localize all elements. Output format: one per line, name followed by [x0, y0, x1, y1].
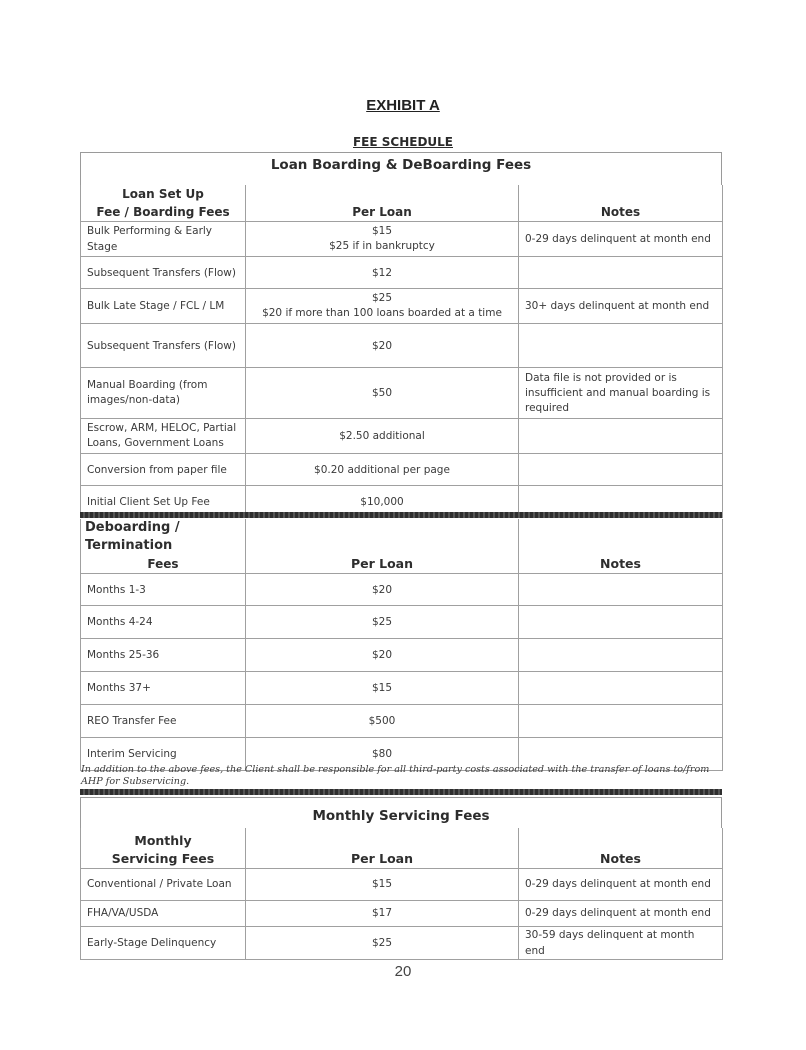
deboarding-col-fee-header: [81, 519, 246, 574]
per-loan-cell: $15: [246, 672, 519, 705]
notes-cell: [519, 454, 723, 486]
fee-cell: Interim Servicing: [81, 738, 246, 771]
fee-cell: Months 25-36: [81, 639, 246, 672]
fee-cell: Conventional / Private Loan: [81, 868, 246, 900]
deboarding-col-fee-header-line2: Fees: [147, 557, 179, 571]
notes-cell: [519, 419, 723, 454]
notes-cell: [519, 574, 723, 606]
notes-cell: [519, 705, 723, 738]
table-row: [81, 454, 723, 486]
deboarding-col-perloan-header: Per Loan: [246, 519, 519, 574]
per-loan-cell: $15: [246, 868, 519, 900]
table-row: [81, 705, 723, 738]
monthly-servicing-table: [80, 797, 722, 960]
fee-cell: Months 1-3: [81, 574, 246, 606]
monthly-col-fee-header-line2: Servicing Fees: [111, 850, 215, 866]
notes-cell: Data file is not provided or is insufficient and manual boarding is required: [519, 368, 723, 419]
per-loan-cell: $17: [246, 900, 519, 926]
per-loan-cell: $50: [246, 368, 519, 419]
fee-cell: Escrow, ARM, HELOC, Partial Loans, Government Loans: [81, 419, 246, 454]
deboarding-footnote: In addition to the above fees, the Client shall be responsible for all third-party costs associated with the transfer of loans to/from AHP for Subservicing.: [81, 764, 710, 787]
per-loan-cell: $20: [246, 574, 519, 606]
monthly-col-notes-header: Notes: [519, 828, 723, 868]
notes-cell: [519, 324, 723, 368]
fee-cell: Early-Stage Delinquency: [81, 926, 246, 959]
notes-cell: 0-29 days delinquent at month end: [519, 222, 723, 257]
fee-cell: FHA/VA/USDA: [81, 900, 246, 926]
table-row: [81, 639, 723, 672]
monthly-table-title: Monthly Servicing Fees: [80, 797, 722, 828]
notes-cell: [519, 639, 723, 672]
per-loan-cell: $20: [246, 639, 519, 672]
notes-cell: [519, 606, 723, 639]
fee-cell: Subsequent Transfers (Flow): [81, 257, 246, 289]
table-row: [81, 222, 723, 257]
notes-cell: 0-29 days delinquent at month end: [519, 868, 723, 900]
notes-cell: [519, 257, 723, 289]
boarding-col-fee-header: [81, 185, 246, 222]
fee-cell: Bulk Performing & Early Stage: [81, 222, 246, 257]
per-loan-cell: $500: [246, 705, 519, 738]
monthly-col-fee-header-line1: Monthly: [134, 832, 192, 848]
fee-cell: Initial Client Set Up Fee: [81, 486, 246, 518]
fee-cell: Months 4-24: [81, 606, 246, 639]
table-row: [81, 257, 723, 289]
boarding-header-row: [81, 185, 723, 222]
fee-cell: REO Transfer Fee: [81, 705, 246, 738]
notes-cell: 30+ days delinquent at month end: [519, 289, 723, 324]
table-row: [81, 324, 723, 368]
deboarding-header-row: [81, 519, 723, 574]
table-row: [81, 574, 723, 606]
notes-cell: 0-29 days delinquent at month end: [519, 900, 723, 926]
boarding-col-fee-header-line2: Fee / Boarding Fees: [96, 205, 230, 219]
per-loan-cell: $25: [246, 926, 519, 959]
deboarding-col-notes-header: Notes: [519, 519, 723, 574]
fee-cell: Manual Boarding (from images/non-data): [81, 368, 246, 419]
boarding-table-title: Loan Boarding & DeBoarding Fees: [80, 152, 722, 185]
deboarding-col-fee-header-line1: Deboarding / Termination: [85, 520, 180, 553]
fee-cell: Months 37+: [81, 672, 246, 705]
per-loan-value: $25: [371, 292, 393, 304]
fee-schedule-title: FEE SCHEDULE: [352, 135, 453, 149]
per-loan-cell: $80: [246, 738, 519, 771]
section-divider: [80, 789, 722, 795]
monthly-col-perloan-header: Per Loan: [246, 828, 519, 868]
per-loan-cell: [246, 222, 519, 257]
fee-cell: Bulk Late Stage / FCL / LM: [81, 289, 246, 324]
table-row: [81, 606, 723, 639]
per-loan-cell: [246, 289, 519, 324]
monthly-header-row: [81, 828, 723, 868]
table-row: [81, 868, 723, 900]
boarding-col-notes-header: Notes: [519, 185, 723, 222]
table-row: [81, 672, 723, 705]
per-loan-cell: $0.20 additional per page: [246, 454, 519, 486]
per-loan-cell: $2.50 additional: [246, 419, 519, 454]
per-loan-value-secondary: $25 if in bankruptcy: [329, 240, 435, 252]
boarding-col-fee-header-line1: Loan Set Up: [122, 187, 204, 201]
fee-cell: Subsequent Transfers (Flow): [81, 324, 246, 368]
table-row: [81, 419, 723, 454]
per-loan-cell: $20: [246, 324, 519, 368]
boarding-col-perloan-header: Per Loan: [246, 185, 519, 222]
per-loan-value-secondary: $20 if more than 100 loans boarded at a time: [262, 307, 502, 319]
notes-cell: [519, 672, 723, 705]
table-row: [81, 900, 723, 926]
table-row: [81, 289, 723, 324]
page-number: 20: [394, 963, 412, 980]
section-divider: [80, 512, 722, 518]
per-loan-cell: $10,000: [246, 486, 519, 518]
per-loan-value: $15: [371, 225, 393, 237]
monthly-col-fee-header: [81, 828, 246, 868]
fee-cell: Conversion from paper file: [81, 454, 246, 486]
boarding-fees-table: [80, 152, 722, 518]
per-loan-cell: $12: [246, 257, 519, 289]
exhibit-title: EXHIBIT A: [366, 97, 440, 114]
deboarding-fees-table: [80, 519, 722, 771]
table-row: [81, 926, 723, 959]
notes-cell: 30-59 days delinquent at month end: [519, 926, 723, 959]
per-loan-cell: $25: [246, 606, 519, 639]
table-row: [81, 368, 723, 419]
